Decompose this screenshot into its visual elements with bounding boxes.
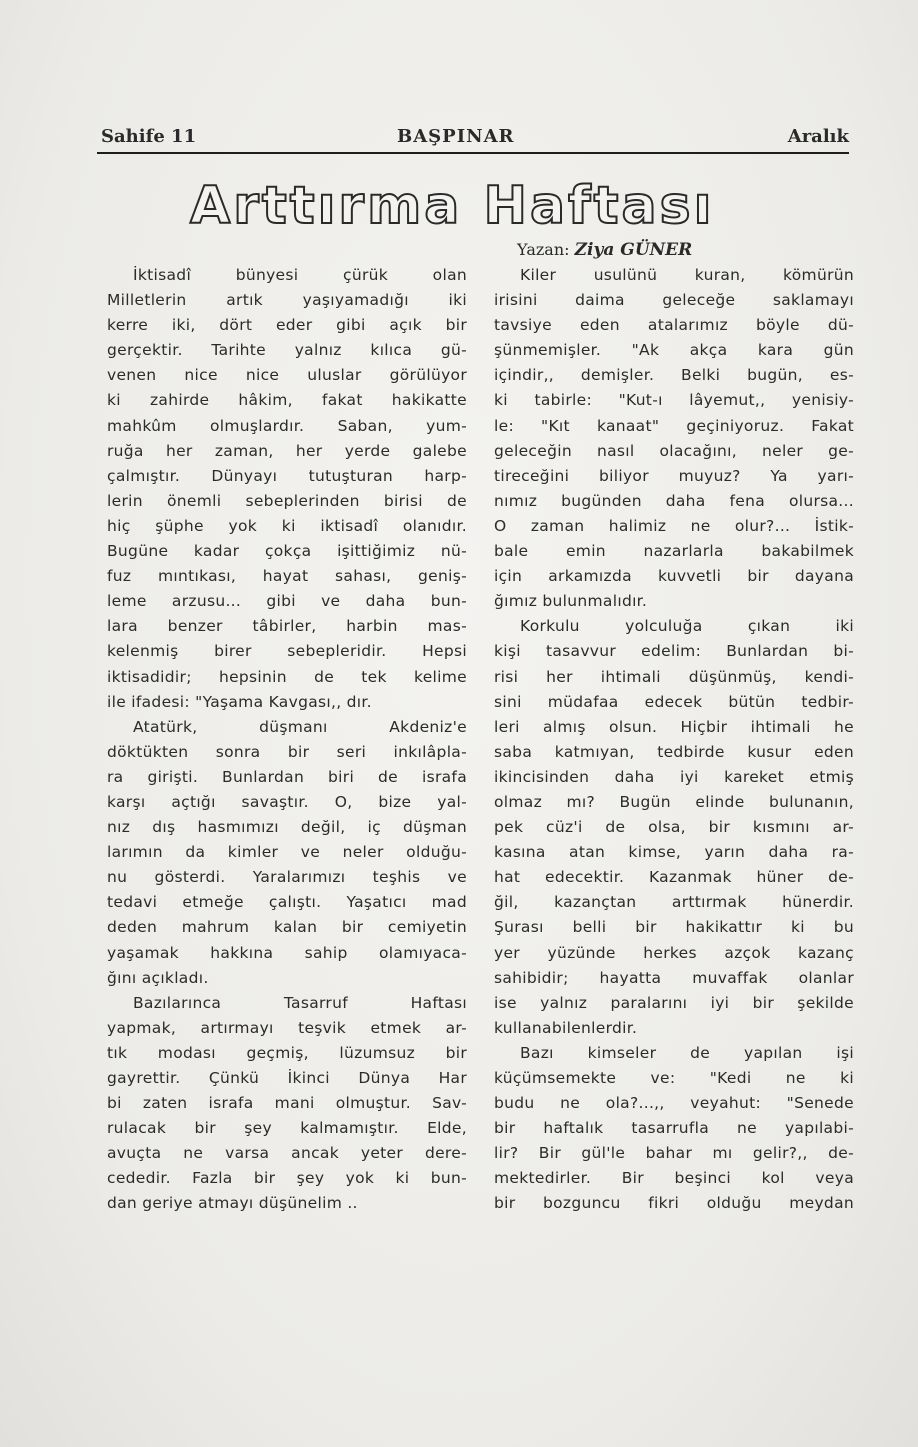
text-line: ise yalnız paralarını iyi bir şekilde [494, 993, 854, 1012]
text-line: gayrettir. Çünkü İkinci Dünya Har [107, 1069, 467, 1087]
text-line: yaşamak hakkına sahip olamıyaca- [107, 943, 467, 962]
page-number-label: Sahife 11 [101, 126, 197, 147]
text-line: olmaz mı? Bugün elinde bulunanın, [494, 792, 854, 811]
text-line: ruğa her zaman, her yerde galebe [107, 441, 467, 460]
text-line: nız dış hasmımızı değil, iç düşman [107, 818, 467, 837]
text-line: kullanabilenlerdir. [494, 1018, 638, 1037]
text-line: şünmemişler. "Ak akça kara gün [494, 341, 854, 360]
text-line: ile ifadesi: "Yaşama Kavgası,, dır. [107, 692, 372, 711]
text-line: tık modası geçmiş, lüzumsuz bir [107, 1043, 467, 1062]
text-line: larımın da kimler ve neler olduğu- [107, 843, 467, 862]
byline [517, 240, 692, 260]
text-line: Şurası belli bir hakikattır ki bu [494, 918, 854, 937]
text-line: bir bozguncu fikri olduğu meydan [494, 1194, 854, 1213]
text-line: Atatürk, düşmanı Akdeniz'e [133, 717, 467, 736]
text-line: leme arzusu... gibi ve daha bun- [107, 592, 467, 611]
text-line: döktükten sonra bir seri inkılâpla- [107, 742, 467, 761]
text-line: lerin önemli sebeplerinden birisi de [107, 491, 467, 510]
text-line: mahkûm olmuşlardır. Saban, yum- [107, 416, 467, 435]
text-line: geleceğin nasıl olacağını, neler ge- [494, 441, 854, 460]
text-line: iktisadidir; hepsinin de tek kelime [107, 667, 467, 686]
text-line: Bazı kimseler de yapılan işi [520, 1043, 854, 1062]
publication-name: BAŞPINAR [397, 126, 515, 147]
text-line: irisini daima geleceğe saklamayı [494, 291, 854, 310]
text-line: çalmıştır. Dünyayı tutuşturan harp- [107, 466, 467, 485]
text-line: budu ne ola?...,, veyahut: "Senede [494, 1094, 854, 1113]
text-line: saba katmıyan, tedbirde kusur eden [494, 742, 854, 761]
text-line: ğil, kazançtan arttırmak hünerdir. [494, 893, 854, 912]
article-title: Arttırma Haftası [190, 176, 715, 236]
text-line: tavsiye eden atalarımız böyle dü- [494, 316, 854, 335]
text-line: venen nice nice uluslar görülüyor [107, 366, 467, 385]
text-line: yer yüzünde herkes azçok kazanç [494, 943, 854, 962]
text-line: ki tabirle: "Kut-ı lâyemut,, yenisiy- [494, 391, 854, 410]
text-line: kerre iki, dört eder gibi açık bir [107, 316, 467, 335]
text-line: bale emin nazarlarla bakabilmek [494, 542, 854, 561]
text-line: kasına atan kimse, yarın daha ra- [494, 843, 854, 862]
text-line: ki zahirde hâkim, fakat hakikatte [107, 391, 467, 410]
text-line: Kiler usulünü kuran, kömürün [520, 266, 854, 284]
text-line: içindir,, demişler. Belki bugün, es- [494, 366, 854, 385]
header-rule [97, 152, 849, 154]
text-line: nımız bugünden daha fena olursa... [494, 491, 854, 510]
text-line: hiç şüphe yok ki iktisadî olanıdır. [107, 516, 467, 535]
text-line: Bugüne kadar çokça işittiğimiz nü- [107, 542, 467, 561]
text-line: hat edecektir. Kazanmak hüner de- [494, 868, 854, 887]
text-line: ikincisinden daha iyi kareket etmiş [494, 767, 854, 786]
text-line: lara benzer tâbirler, harbin mas- [107, 617, 467, 636]
text-line: sini müdafaa edecek bütün tedbir- [494, 692, 854, 711]
text-line: bir haftalık tasarrufla ne yapılabi- [494, 1119, 854, 1138]
text-line: deden mahrum kalan bir cemiyetin [107, 918, 467, 937]
left-column [107, 263, 467, 1217]
text-line: için arkamızda kuvvetli bir dayana [494, 567, 854, 586]
text-line: pek cüz'i de olsa, bir kısmını ar- [494, 818, 854, 837]
text-line: gerçektir. Tarihte yalnız kılıca gü- [107, 341, 467, 360]
text-line: bi zaten israfa mani olmuştur. Sav- [107, 1094, 467, 1113]
text-line: İktisadî bünyesi çürük olan [133, 266, 467, 284]
page-header [97, 122, 849, 150]
author-name: Ziya GÜNER [574, 240, 693, 260]
text-line: kelenmiş birer sebepleridir. Hepsi [107, 642, 467, 661]
text-line: O zaman halimiz ne olur?... İstik- [494, 516, 854, 535]
text-line: sahibidir; hayatta muvaffak olanlar [494, 968, 854, 987]
text-line: dan geriye atmayı düşünelim .. [107, 1194, 358, 1213]
text-line: Milletlerin artık yaşıyamadığı iki [107, 291, 467, 310]
text-line: karşı açtığı savaştır. O, bize yal- [107, 792, 467, 811]
right-column [494, 263, 854, 1217]
text-line: risi her ihtimali düşünmüş, kendi- [494, 667, 854, 686]
text-line: nu gösterdi. Yaralarımızı teşhis ve [107, 868, 467, 887]
text-line: lir? Bir gül'le bahar mı gelir?,, de- [494, 1144, 854, 1163]
text-line: ğımız bulunmalıdır. [494, 592, 648, 611]
text-line: Bazılarınca Tasarruf Haftası [133, 993, 467, 1012]
text-line: leri almış olsun. Hiçbir ihtimali he [494, 717, 854, 736]
text-line: tireceğini biliyor muyuz? Ya yarı- [494, 466, 854, 485]
text-line: Korkulu yolculuğa çıkan iki [520, 617, 854, 636]
text-line: ra girişti. Bunlardan biri de israfa [107, 767, 467, 786]
text-line: fuz mıntıkası, hayat sahası, geniş- [107, 567, 467, 586]
text-line: avuçta ne varsa ancak yeter dere- [107, 1144, 467, 1163]
text-line: mektedirler. Bir beşinci kol veya [494, 1169, 854, 1188]
issue-month: Aralık [787, 126, 849, 147]
text-line: küçümsemekte ve: "Kedi ne ki [494, 1069, 854, 1087]
text-line: rulacak bir şey kalmamıştır. Elde, [107, 1119, 467, 1138]
text-line: cededir. Fazla bir şey yok ki bun- [107, 1169, 467, 1188]
byline-prefix: Yazan: [517, 240, 570, 259]
text-line: kişi tasavvur edelim: Bunlardan bi- [494, 642, 854, 661]
text-line: tedavi etmeğe çalıştı. Yaşatıcı mad [107, 893, 467, 912]
text-line: yapmak, artırmayı teşvik etmek ar- [107, 1018, 467, 1037]
text-line: ğını açıkladı. [107, 968, 209, 987]
text-line: le: "Kıt kanaat" geçiniyoruz. Fakat [494, 416, 854, 435]
